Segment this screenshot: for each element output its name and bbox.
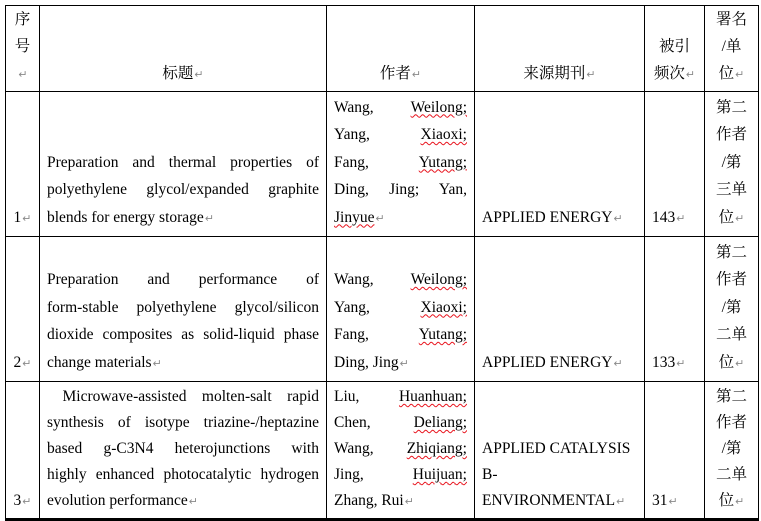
word-run: evolution performance <box>47 492 188 509</box>
header-cell-journal[interactable] <box>475 6 645 92</box>
word-run: 作者 <box>715 271 747 288</box>
word-run: 第二 <box>715 243 747 261</box>
text-line <box>712 204 751 234</box>
word-run: 作者 <box>715 126 747 143</box>
word-run: 第二 <box>715 388 747 405</box>
text-line <box>712 410 751 436</box>
text-line <box>47 410 319 436</box>
publications-table <box>5 5 759 521</box>
word-run: Fang, <box>334 153 369 171</box>
text-line <box>482 349 637 379</box>
paragraph-mark-icon: ↵ <box>676 357 686 370</box>
text-line <box>47 60 319 89</box>
text-line <box>47 266 319 294</box>
word-run: Preparation and thermal properties of <box>47 153 319 171</box>
header-cell-citations[interactable] <box>645 6 705 92</box>
misspelled-word: Weilong; <box>410 271 467 288</box>
text-line <box>712 6 751 33</box>
word-run: 位 <box>718 353 735 371</box>
word-run: /第 <box>721 153 742 171</box>
header-row <box>6 6 759 92</box>
cell-citations[interactable] <box>645 237 705 382</box>
text-line <box>482 204 637 234</box>
text-line <box>712 462 751 488</box>
text-line <box>13 33 32 89</box>
word-run: Ding, Jing; Yan, <box>334 181 467 198</box>
text-line <box>482 436 637 462</box>
text-line <box>47 321 319 349</box>
text-line <box>712 436 751 462</box>
word-run: 署名 <box>715 11 747 28</box>
text-line <box>712 176 751 204</box>
word-run: 被引 <box>658 38 690 55</box>
paragraph-mark-icon: ↵ <box>735 212 745 225</box>
word-run: 位 <box>718 492 735 509</box>
paragraph-mark-icon: ↵ <box>676 212 686 225</box>
word-run: 133 <box>652 353 676 371</box>
word-run: 二单 <box>715 326 747 343</box>
word-run: Preparation and performance of <box>47 271 319 288</box>
word-run: APPLIED ENERGY <box>482 208 613 226</box>
paragraph-mark-icon: ↵ <box>404 496 414 508</box>
word-run: 31 <box>652 492 668 509</box>
text-line <box>652 60 697 89</box>
word-run: 频次 <box>653 65 685 82</box>
cell-no[interactable] <box>6 92 40 237</box>
text-line <box>334 266 467 294</box>
word-run: 作者 <box>715 414 747 431</box>
paragraph-mark-icon: ↵ <box>152 357 162 370</box>
word-run: 号 <box>14 38 31 55</box>
text-line <box>712 349 751 379</box>
text-line <box>47 349 319 379</box>
text-line <box>334 176 467 204</box>
word-run: Wang, <box>334 98 374 116</box>
paragraph-mark-icon: ↵ <box>18 69 28 81</box>
text-line <box>334 204 467 234</box>
table-row <box>6 237 759 382</box>
text-line <box>712 121 751 149</box>
word-run: based g-C3N4 heterojunctions with <box>47 440 319 457</box>
word-run: highly enhanced photocatalytic hydrogen <box>47 466 319 483</box>
word-run: APPLIED ENERGY <box>482 353 613 371</box>
text-line <box>334 410 467 436</box>
text-line <box>712 384 751 410</box>
word-run: polyethylene glycol/expanded graphite <box>47 181 319 198</box>
word-run: 第二 <box>715 98 747 116</box>
text-line <box>13 6 32 33</box>
text-line <box>47 462 319 488</box>
cell-title[interactable] <box>40 237 327 382</box>
cell-citations[interactable] <box>645 92 705 237</box>
text-line <box>334 60 467 89</box>
word-run: form-stable polyethylene glycol/silicon <box>47 298 319 316</box>
text-line <box>334 149 467 177</box>
paragraph-mark-icon: ↵ <box>613 357 623 370</box>
text-line <box>334 294 467 322</box>
text-line <box>334 488 467 515</box>
text-line <box>712 488 751 515</box>
text-line <box>47 204 319 234</box>
header-cell-signature[interactable] <box>705 6 759 92</box>
cell-journal[interactable] <box>475 382 645 520</box>
word-run: Liu, <box>334 388 360 405</box>
cell-journal[interactable] <box>475 92 645 237</box>
text-line <box>13 349 32 379</box>
paragraph-mark-icon: ↵ <box>616 496 626 508</box>
paragraph-mark-icon: ↵ <box>194 69 204 81</box>
cell-authors[interactable] <box>327 92 475 237</box>
text-line <box>334 349 467 379</box>
cell-authors[interactable] <box>327 237 475 382</box>
text-line <box>712 266 751 294</box>
word-run: 三单 <box>715 181 747 198</box>
text-line <box>47 488 319 515</box>
paragraph-mark-icon: ↵ <box>22 357 32 370</box>
word-run: 143 <box>652 208 676 226</box>
word-run: /第 <box>721 298 742 316</box>
paragraph-mark-icon: ↵ <box>668 496 678 508</box>
misspelled-word: Yutang; <box>418 153 467 171</box>
text-line <box>482 462 637 515</box>
text-line <box>13 204 32 234</box>
text-line <box>47 384 319 410</box>
text-line <box>47 149 319 177</box>
word-run: 2 <box>13 353 22 371</box>
word-run: 位 <box>718 65 735 82</box>
text-line <box>712 94 751 122</box>
paragraph-mark-icon: ↵ <box>586 69 596 81</box>
word-run: Yang, <box>334 126 370 143</box>
cell-signature[interactable] <box>705 237 759 382</box>
word-run: 1 <box>13 208 22 226</box>
word-run: change materials <box>47 353 152 371</box>
text-line <box>334 121 467 149</box>
word-run: Wang, <box>334 271 374 288</box>
header-cell-authors[interactable] <box>327 6 475 92</box>
text-line <box>334 384 467 410</box>
text-line <box>47 176 319 204</box>
text-line <box>712 60 751 89</box>
paragraph-mark-icon: ↵ <box>399 357 409 370</box>
text-line <box>47 294 319 322</box>
word-run: Ding, Jing <box>334 353 399 371</box>
cell-no[interactable] <box>6 237 40 382</box>
misspelled-word: Huanhuan; <box>398 388 467 405</box>
paragraph-mark-icon: ↵ <box>22 212 32 225</box>
text-line <box>13 488 32 515</box>
table-row <box>6 382 759 520</box>
word-run: APPLIED CATALYSIS <box>482 440 631 457</box>
text-line <box>652 33 697 60</box>
text-line <box>334 436 467 462</box>
word-run: 来源期刊 <box>523 65 586 82</box>
word-run: 序 <box>14 11 31 28</box>
word-run: B-ENVIRONMENTAL <box>482 466 616 509</box>
paragraph-mark-icon: ↵ <box>22 496 32 508</box>
word-run: Fang, <box>334 326 369 343</box>
text-line <box>482 60 637 89</box>
paragraph-mark-icon: ↵ <box>735 496 745 508</box>
word-run: 位 <box>718 208 735 226</box>
cell-journal[interactable] <box>475 237 645 382</box>
cell-authors[interactable] <box>327 382 475 520</box>
text-line <box>712 239 751 267</box>
cell-citations[interactable] <box>645 382 705 520</box>
paragraph-mark-icon: ↵ <box>375 212 385 225</box>
text-line <box>652 349 697 379</box>
word-run: /单 <box>721 38 742 55</box>
paragraph-mark-icon: ↵ <box>735 357 745 370</box>
word-run: 标题 <box>162 65 194 82</box>
text-line <box>712 321 751 349</box>
text-line <box>47 436 319 462</box>
cell-no[interactable] <box>6 382 40 520</box>
cell-signature[interactable] <box>705 92 759 237</box>
word-run: Microwave-assisted molten-salt rapid <box>47 388 319 405</box>
misspelled-word: Zhiqiang; <box>406 440 467 457</box>
misspelled-word: Weilong; <box>410 98 467 116</box>
word-run: dioxide composites as solid-liquid phase <box>47 326 319 343</box>
word-run: synthesis of isotype triazine-/heptazine <box>47 414 319 431</box>
word-run: /第 <box>721 440 742 457</box>
header-cell-no[interactable] <box>6 6 40 92</box>
text-line <box>652 488 697 515</box>
word-run: Zhang, Rui <box>334 492 404 509</box>
paragraph-mark-icon: ↵ <box>613 212 623 225</box>
misspelled-word: Xiaoxi; <box>420 126 467 143</box>
text-line <box>652 204 697 234</box>
paragraph-mark-icon: ↵ <box>411 69 422 81</box>
text-line <box>712 294 751 322</box>
text-line <box>712 33 751 60</box>
text-line <box>712 149 751 177</box>
word-run: blends for energy storage <box>47 208 204 226</box>
word-run: 作者 <box>379 65 411 82</box>
text-line <box>334 462 467 488</box>
word-run: Jing, <box>334 466 364 483</box>
misspelled-word: Huijuan; <box>412 466 467 483</box>
table-row <box>6 92 759 237</box>
text-line <box>334 94 467 122</box>
word-run: Yang, <box>334 298 370 316</box>
paragraph-mark-icon: ↵ <box>204 212 215 225</box>
paragraph-mark-icon: ↵ <box>735 69 745 81</box>
paragraph-mark-icon: ↵ <box>188 496 198 508</box>
cell-title[interactable] <box>40 92 327 237</box>
paragraph-mark-icon: ↵ <box>685 69 696 81</box>
cell-signature[interactable] <box>705 382 759 520</box>
word-run: 3 <box>13 492 22 509</box>
misspelled-word: Deliang; <box>413 414 467 431</box>
misspelled-word: Yutang; <box>418 326 467 343</box>
word-run: Wang, <box>334 440 374 457</box>
header-cell-title[interactable] <box>40 6 327 92</box>
word-run: 二单 <box>715 466 747 483</box>
misspelled-word: Xiaoxi; <box>420 298 467 316</box>
word-run: Chen, <box>334 414 371 431</box>
misspelled-word: Jinyue <box>334 208 375 226</box>
text-line <box>334 321 467 349</box>
cell-title[interactable] <box>40 382 327 520</box>
